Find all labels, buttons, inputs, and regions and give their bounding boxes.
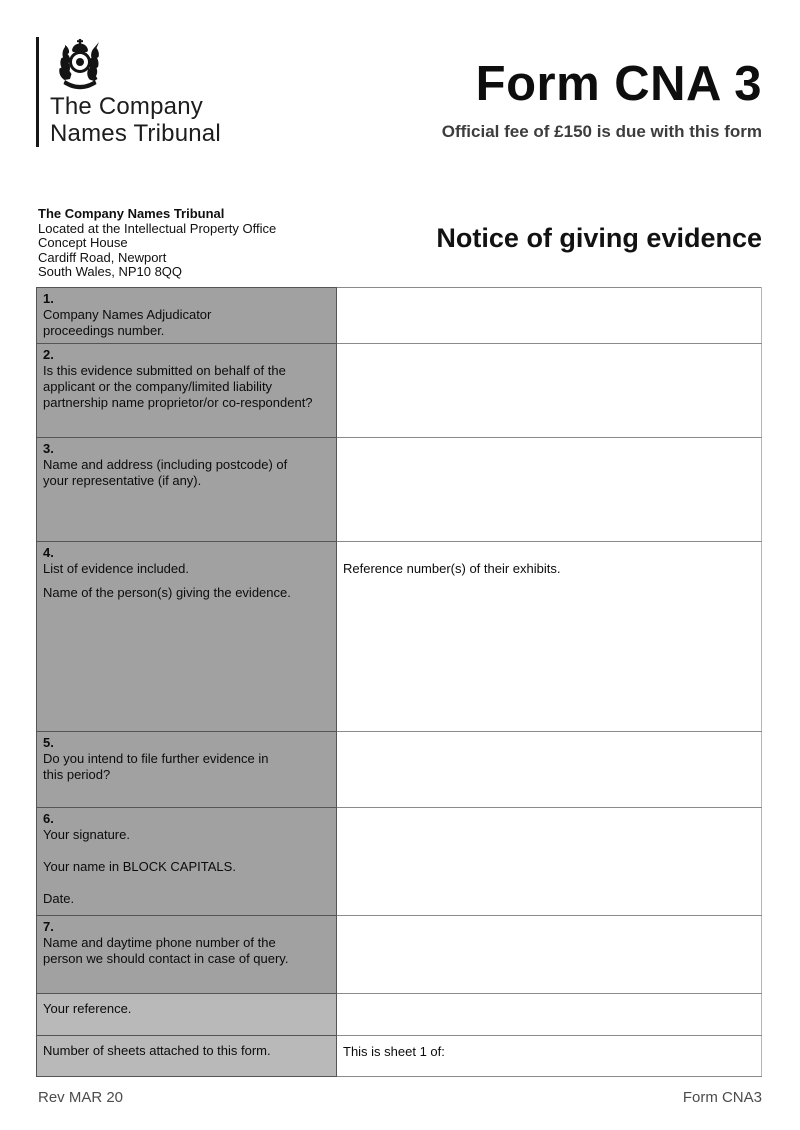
your-reference-label: Your reference. [37,994,337,1036]
row-number: 2. [43,347,54,362]
exhibits-reference-label: Reference number(s) of their exhibits. [343,561,561,576]
evidence-list-input[interactable] [337,542,762,732]
row-3-label: 3. Name and address (including postcode) of your representative (if any). [37,438,337,542]
address-line: South Wales, NP10 8QQ [38,264,183,279]
table-row [37,1036,762,1077]
your-reference-input[interactable] [337,994,762,1036]
form-title: Form CNA 3 [475,57,762,111]
table-row [37,916,762,994]
sheet-count-label: This is sheet 1 of: [343,1044,445,1059]
further-evidence-input[interactable] [337,732,762,808]
row-2-label: 2. Is this evidence submitted on behalf of the applicant or the company/limited liability partnership name proprietor/or co-respondent? [37,344,337,438]
table-row [37,808,762,916]
form-code-label: Form CNA3 [682,1089,762,1106]
logo-text-line1: The Company [50,93,203,120]
row-7-label: 7. Name and daytime phone number of the person we should contact in case of query. [37,916,337,994]
row-number: 7. [43,919,54,934]
signature-input[interactable] [337,808,762,916]
contact-query-input[interactable] [337,916,762,994]
submitted-on-behalf-input[interactable] [337,344,762,438]
tribunal-address [38,207,276,280]
tribunal-logo [36,37,221,147]
row-4-label: 4. List of evidence included. Name of the person(s) giving the evidence. [37,542,337,732]
table-row [37,344,762,438]
row-1-label: 1. Company Names Adjudicator proceedings number. [37,288,337,344]
row-6-label: 6. Your signature. Your name in BLOCK CAPITALS. Date. [37,808,337,916]
table-row [37,732,762,808]
representative-name-address-input[interactable] [337,438,762,542]
table-row [37,994,762,1036]
address-line: The Company Names Tribunal [38,206,225,221]
row-number: 5. [43,735,54,750]
address-line: Located at the Intellectual Property Office [38,220,277,236]
royal-coat-of-arms-icon [52,39,108,91]
row-number: 1. [43,291,54,306]
sheets-attached-input[interactable] [337,1036,762,1077]
row-5-label: 5. Do you intend to file further evidence in this period? [37,732,337,808]
revision-label: Rev MAR 20 [38,1089,124,1106]
proceedings-number-input[interactable] [337,288,762,344]
address-line: Cardiff Road, Newport [38,249,167,265]
table-row [37,288,762,344]
table-row [37,438,762,542]
table-row [37,542,762,732]
row-number: 4. [43,545,54,560]
page-title: Notice of giving evidence [436,223,762,253]
sheets-attached-label: Number of sheets attached to this form. [37,1036,337,1077]
evidence-form-table [36,287,762,1077]
row-number: 6. [43,811,54,826]
logo-text-line2: Names Tribunal [50,120,221,147]
address-line: Concept House [38,235,128,250]
row-number: 3. [43,441,54,456]
fee-note: Official fee of £150 is due with this form [441,122,762,141]
